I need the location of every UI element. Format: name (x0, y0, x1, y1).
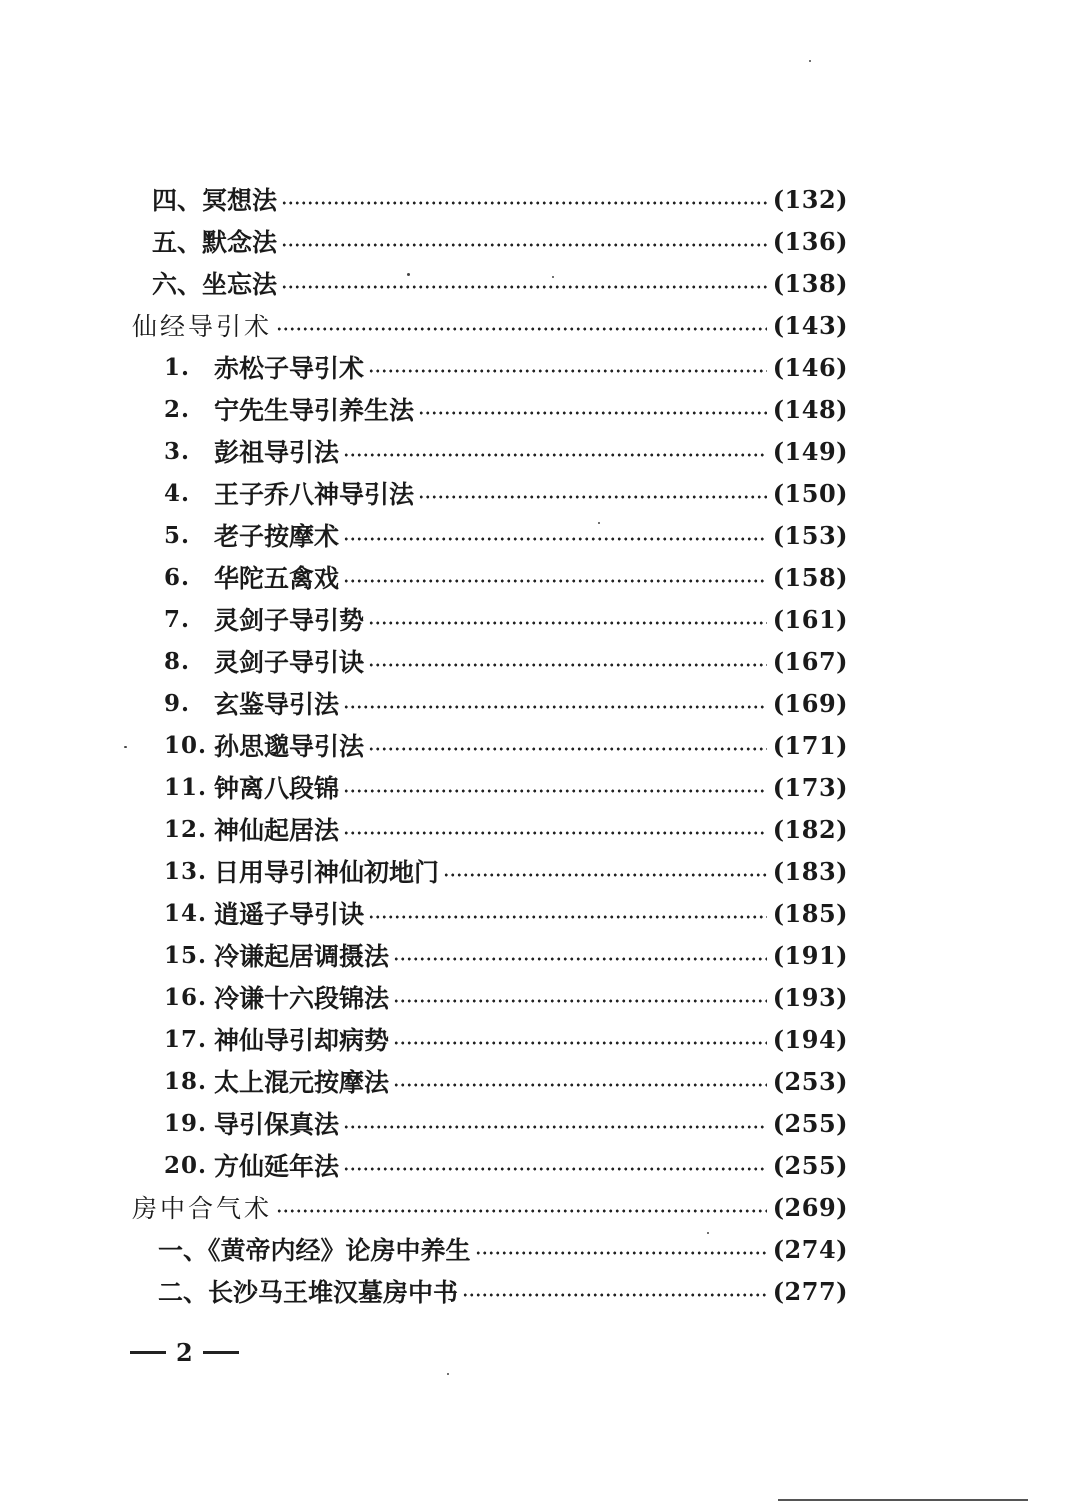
toc-entry-page: (161) (772, 604, 848, 634)
toc-leader-dots (281, 285, 767, 289)
toc-entry-number: 14. (164, 899, 208, 927)
toc-entry-title: 六、坐忘法 (152, 270, 278, 299)
toc-entry (0, 346, 1080, 388)
toc-entry (0, 850, 1080, 892)
toc-entry-title: 太上混元按摩法 (214, 1068, 390, 1097)
toc-entry-page: (277) (772, 1276, 848, 1306)
page-number: 2 (176, 1338, 193, 1367)
toc-entry-title: 逍遥子导引诀 (214, 900, 365, 929)
scan-speck (124, 746, 127, 748)
toc-entry-page: (153) (772, 520, 848, 550)
toc-leader-dots (343, 579, 767, 583)
toc-entry-number: 7. (164, 605, 191, 633)
toc-entry (0, 220, 1080, 262)
toc-entry-title: 老子按摩术 (214, 522, 340, 551)
scan-speck (407, 273, 410, 276)
toc-entry-number: 10. (164, 731, 208, 759)
toc-entry-title: 彭祖导引法 (214, 438, 340, 467)
toc-entry-number: 12. (164, 815, 208, 843)
toc-entry (0, 640, 1080, 682)
toc-entry (0, 388, 1080, 430)
toc-entry-number: 5. (164, 521, 191, 549)
toc-entry-page: (171) (772, 730, 848, 760)
toc-leader-dots (475, 1251, 767, 1255)
toc-entry (0, 598, 1080, 640)
toc-leader-dots (343, 789, 767, 793)
toc-entry (0, 1270, 1080, 1312)
toc-entry (0, 514, 1080, 556)
toc-entry-title: 宁先生导引养生法 (214, 396, 415, 425)
toc-leader-dots (368, 915, 767, 919)
scan-edge-line (778, 1499, 1028, 1501)
toc-entry-title: 玄鉴导引法 (214, 690, 340, 719)
toc-entry-title: 赤松子导引术 (214, 354, 365, 383)
toc-entry (0, 724, 1080, 766)
toc-entry-title: 日用导引神仙初地门 (214, 858, 440, 887)
toc-entry-page: (149) (772, 436, 848, 466)
toc-leader-dots (418, 495, 767, 499)
toc-entry-page: (173) (772, 772, 848, 802)
toc-entry-page: (169) (772, 688, 848, 718)
toc-entry-title: 神仙起居法 (214, 816, 340, 845)
toc-entry-number: 11. (164, 773, 208, 801)
toc-entry-title: 房中合气术 (132, 1194, 273, 1223)
toc-leader-dots (393, 1083, 767, 1087)
toc-leader-dots (368, 663, 767, 667)
toc-entry-page: (185) (772, 898, 848, 928)
toc-entry-page: (158) (772, 562, 848, 592)
toc-leader-dots (462, 1293, 767, 1297)
folio-dash-left (130, 1351, 166, 1354)
toc-entry-title: 仙经导引术 (132, 312, 273, 341)
toc-entry-number: 20. (164, 1151, 208, 1179)
toc-entry (0, 178, 1080, 220)
toc-entry (0, 1186, 1080, 1228)
toc-entry-title: 华陀五禽戏 (214, 564, 340, 593)
toc-entry-page: (274) (772, 1234, 848, 1264)
toc-entry-number: 4. (164, 479, 191, 507)
toc-entry-title: 五、默念法 (152, 228, 278, 257)
toc-entry-title: 灵剑子导引势 (214, 606, 365, 635)
toc-entry-page: (148) (772, 394, 848, 424)
folio-dash-right (203, 1351, 239, 1354)
toc-leader-dots (281, 201, 767, 205)
toc-entry (0, 304, 1080, 346)
toc-entry-number: 2. (164, 395, 191, 423)
toc-entry-title: 王子乔八神导引法 (214, 480, 415, 509)
toc-entry (0, 1060, 1080, 1102)
toc-entry (0, 808, 1080, 850)
toc-entry-page: (143) (772, 310, 848, 340)
toc-entry-number: 17. (164, 1025, 208, 1053)
toc-leader-dots (343, 705, 767, 709)
toc-entry-title: 导引保真法 (214, 1110, 340, 1139)
toc-leader-dots (443, 873, 767, 877)
toc-entry (0, 934, 1080, 976)
toc-entry-number: 9. (164, 689, 191, 717)
toc-entry-number: 18. (164, 1067, 208, 1095)
toc-leader-dots (343, 1125, 767, 1129)
toc-entry (0, 1102, 1080, 1144)
toc-entry (0, 766, 1080, 808)
toc-leader-dots (343, 831, 767, 835)
toc-entry-page: (255) (772, 1150, 848, 1180)
toc-entry-page: (146) (772, 352, 848, 382)
scan-speck (707, 1232, 709, 1234)
toc-entry-page: (138) (772, 268, 848, 298)
toc-entry (0, 556, 1080, 598)
toc-entry-page: (183) (772, 856, 848, 886)
toc-entry-title: 神仙导引却病势 (214, 1026, 390, 1055)
toc-entry-page: (191) (772, 940, 848, 970)
scan-speck (598, 522, 600, 524)
toc-entry-page: (150) (772, 478, 848, 508)
toc-entry (0, 262, 1080, 304)
toc-entry-title: 灵剑子导引诀 (214, 648, 365, 677)
toc-entry-page: (167) (772, 646, 848, 676)
toc-leader-dots (343, 537, 767, 541)
toc-entry-title: 孙思邈导引法 (214, 732, 365, 761)
scan-speck (809, 60, 811, 62)
toc-leader-dots (393, 1041, 767, 1045)
scan-speck (552, 276, 554, 278)
toc-leader-dots (418, 411, 767, 415)
toc-leader-dots (276, 1209, 767, 1213)
toc-entry-page: (132) (772, 184, 848, 214)
toc-entry-page: (269) (772, 1192, 848, 1222)
toc-entry-number: 1. (164, 353, 191, 381)
toc-entry-page: (194) (772, 1024, 848, 1054)
toc-entry-page: (253) (772, 1066, 848, 1096)
toc-leader-dots (343, 453, 767, 457)
toc-leader-dots (393, 999, 767, 1003)
toc-entry-number: 13. (164, 857, 208, 885)
toc-entry-page: (193) (772, 982, 848, 1012)
toc-entry-page: (255) (772, 1108, 848, 1138)
toc-leader-dots (393, 957, 767, 961)
toc-entry (0, 976, 1080, 1018)
toc-entry-number: 19. (164, 1109, 208, 1137)
toc-entry (0, 892, 1080, 934)
toc-leader-dots (368, 747, 767, 751)
table-of-contents (0, 178, 1080, 1312)
toc-entry-title: 冷谦十六段锦法 (214, 984, 390, 1013)
toc-entry (0, 430, 1080, 472)
toc-entry-title: 四、冥想法 (152, 186, 278, 215)
scan-speck (447, 1373, 449, 1375)
toc-entry-title: 方仙延年法 (214, 1152, 340, 1181)
toc-entry (0, 472, 1080, 514)
toc-entry-number: 6. (164, 563, 191, 591)
toc-leader-dots (281, 243, 767, 247)
toc-leader-dots (368, 369, 767, 373)
toc-leader-dots (276, 327, 767, 331)
toc-entry-title: 二、长沙马王堆汉墓房中书 (158, 1278, 459, 1307)
toc-entry-number: 16. (164, 983, 208, 1011)
toc-entry-page: (136) (772, 226, 848, 256)
toc-leader-dots (368, 621, 767, 625)
toc-leader-dots (343, 1167, 767, 1171)
toc-entry (0, 1144, 1080, 1186)
page-folio (120, 1338, 249, 1367)
toc-entry (0, 682, 1080, 724)
toc-entry (0, 1018, 1080, 1060)
toc-entry (0, 1228, 1080, 1270)
toc-entry-number: 8. (164, 647, 191, 675)
toc-entry-page: (182) (772, 814, 848, 844)
toc-entry-title: 一、《黄帝内经》论房中养生 (158, 1236, 471, 1265)
toc-entry-title: 冷谦起居调摄法 (214, 942, 390, 971)
toc-entry-number: 3. (164, 437, 191, 465)
toc-entry-title: 钟离八段锦 (214, 774, 340, 803)
toc-entry-number: 15. (164, 941, 208, 969)
